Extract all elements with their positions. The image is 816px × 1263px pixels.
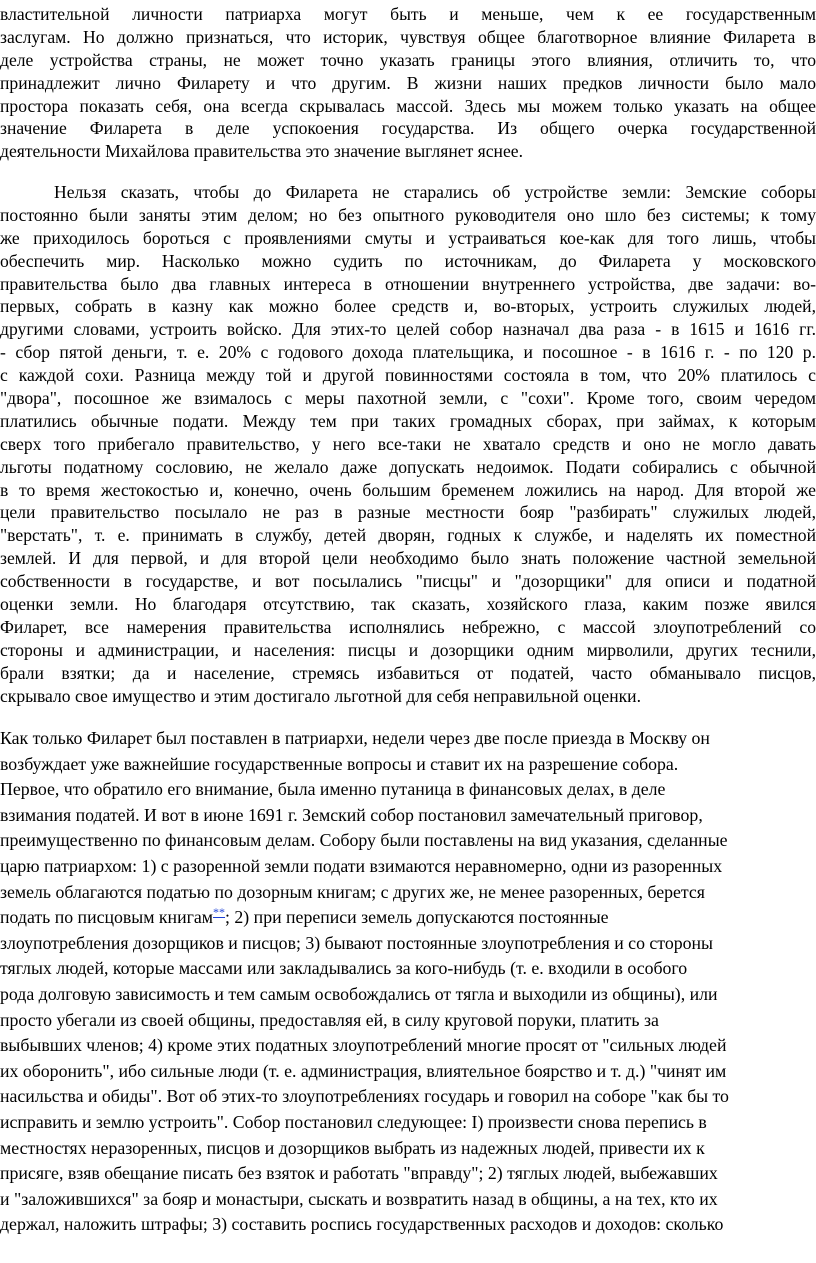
text-line: цели правительство посылало не раз в разные местности бояр "разбирать" служилых людей, xyxy=(0,502,816,523)
text-line: Филарет, все намерения правительства исполнялись небрежно, с массой злоупотреблений со xyxy=(0,616,816,637)
text-line: Первое, что обратило его внимание, была именно путаница в финансовых делах, в деле xyxy=(0,779,666,800)
text-line: деятельности Михайлова правительства это значение выглянет яснее. xyxy=(0,141,523,162)
paragraph-3 xyxy=(0,726,816,1263)
text-line: насильства и обиды". Вот об этих-то злоупотреблениях государь и говорил на соборе "как бы то xyxy=(0,1086,729,1107)
text-line: простора показать себя, она всегда скрывалась массой. Здесь мы можем только указать на общее xyxy=(0,95,816,116)
text-line: просто убегали из своей общины, предоставляя ей, в силу круговой поруки, платить за xyxy=(0,1009,659,1030)
text-line: Как только Филарет был поставлен в патриархи, недели через две после приезда в Москву он xyxy=(0,728,710,748)
text-line: льготы податному сословию, не желало даже допускать недоимок. Подати собирались с обычной xyxy=(0,456,816,477)
text-line: брали взятки; да и население, стремясь избавиться от податей, часто обманывало писцов, xyxy=(0,662,816,683)
text-line: принадлежит лично Филарету и что другим. В жизни наших предков личности было мало xyxy=(0,72,816,93)
text-line xyxy=(0,905,816,931)
text-line: другими словами, устроить войско. Для этих-то целей собор назначал два раза - в 1615 и 1616 гг. xyxy=(0,319,816,340)
text-line: же приходилось бороться с проявлениями смуты и устраиваться кое-как для того лишь, чтобы xyxy=(0,227,816,248)
text-line xyxy=(0,1238,816,1263)
text-line: держал, наложить штрафы; 3) составить роспись государственных расходов и доходов: сколько xyxy=(0,1214,724,1235)
text-line: значение Филарета в деле успокоения государства. Из общего очерка государственной xyxy=(0,118,816,139)
text-line: - сбор пятой деньги, т. е. 20% с годового дохода плательщика, и посошное - в 1616 г. - по 120 р. xyxy=(0,342,816,363)
text-line: взимания податей. И вот в июне 1691 г. Земский собор постановил замечательный приговор, xyxy=(0,804,703,825)
text-line: собственности в государстве, и вот посылались "писцы" и "дозорщики" для описи и податной xyxy=(0,571,816,592)
text-line: возбуждает уже важнейшие государственные вопросы и ставит их на разрешение собора. xyxy=(0,753,679,774)
text-line: рода долговую зависимость и тем самым освобождались от тягла и выходили из общины), или xyxy=(0,983,718,1004)
text-line: Нельзя сказать, чтобы до Филарета не старались об устройстве земли: Земские соборы xyxy=(54,182,816,202)
text-line: платились обычные подати. Между тем при таких громадных сборах, при займах, к которым xyxy=(0,410,816,431)
text-line: скрывало свое имущество и этим достигало льготной для себя неправильной оценки. xyxy=(0,685,641,706)
paragraph-2 xyxy=(0,181,816,707)
text-line: царю патриархом: 1) с разоренной земли подати взимаются неравномерно, одни из разоренных xyxy=(0,855,723,876)
text-line: и "заложившихся" за бояр и монастыри, сыскать и возвратить назад в общины, а на тех, кто их xyxy=(0,1188,718,1209)
text-line: деле устройства страны, не может точно указать границы этого влияния, отличить то, что xyxy=(0,49,816,70)
text-line: первых, собрать в казну как можно более средств и, во-вторых, устроить служилых людей, xyxy=(0,296,816,317)
text-line: сверх того прибегало правительство, у него все-таки не хватало средств и оно не могло давать xyxy=(0,433,816,454)
text-line: тяглых людей, которые массами или закладывались за кого-нибудь (т. е. входили в особого xyxy=(0,958,688,979)
text-line: "двора", посошное же взималось с меры пахотной земли, с "сохи". Кроме того, своим чередом xyxy=(0,388,816,409)
text-line: земель облагаются податью по дозорным книгам; с других же, не менее разоренных, берется xyxy=(0,881,705,902)
footnote-link[interactable]: ** xyxy=(213,905,226,920)
text-line: исправить и землю устроить". Собор постановил следующее: I) произвести снова перепись в xyxy=(0,1111,707,1132)
text-segment: ; 2) при переписи земель допускаются постоянные xyxy=(225,907,609,928)
text-line: землей. И для первой, и для второй цели необходимо было знать положение частной земельной xyxy=(0,548,816,569)
text-line: выбывших членов; 4) кроме этих податных злоупотреблений многие просят от "сильных людей xyxy=(0,1035,727,1056)
text-line: "верстать", т. е. принимать в службу, детей дворян, годных к службе, и наделять их поместной xyxy=(0,525,816,546)
text-line: их оборонить", ибо сильные люди (т. е. администрация, влиятельное боярство и т. д.) "чинят им xyxy=(0,1060,727,1081)
text-line: правительства было два главных интереса в отношении внутреннего устройства, две задачи: во- xyxy=(0,273,816,294)
text-line: оценки земли. Но благодаря отсутствию, так сказать, хозяйского глаза, каким позже явился xyxy=(0,594,816,615)
text-line: злоупотребления дозорщиков и писцов; 3) бывают постоянные злоупотребления и со стороны xyxy=(0,932,713,953)
paragraph-1 xyxy=(0,3,816,163)
text-line: с каждой сохи. Разница между той и другой повинностями состояла в том, что 20% платилось с xyxy=(0,365,816,386)
text-line: заслугам. Но должно признаться, что историк, чувствуя общее благотворное влияние Филарета в xyxy=(0,26,816,47)
text-line: стороны и администрации, и населения: писцы и дозорщики одним мирволили, других теснили, xyxy=(0,639,816,660)
text-segment: подать по писцовым книгам xyxy=(0,907,214,928)
text-line: местностях неразоренных, писцов и дозорщиков выбрать из надежных людей, привести их к xyxy=(0,1137,705,1158)
text-line: обеспечить мир. Насколько можно судить по источникам, до Филарета у московского xyxy=(0,250,816,271)
text-line: присяге, взяв обещание писать без взяток и работать "вправду"; 2) тяглых людей, выбежавших xyxy=(0,1163,718,1184)
text-line: властительной личности патриарха могут быть и меньше, чем к ее государственным xyxy=(0,4,816,24)
text-line: преимущественно по финансовым делам. Собору были поставлены на вид указания, сделанные xyxy=(0,830,728,851)
text-line: постоянно были заняты этим делом; но без опытного руководителя оно шло без системы; к тому xyxy=(0,204,816,225)
text-line: в то время жестокостью и, конечно, очень большим бременем ложились на народ. Для второй же xyxy=(0,479,816,500)
